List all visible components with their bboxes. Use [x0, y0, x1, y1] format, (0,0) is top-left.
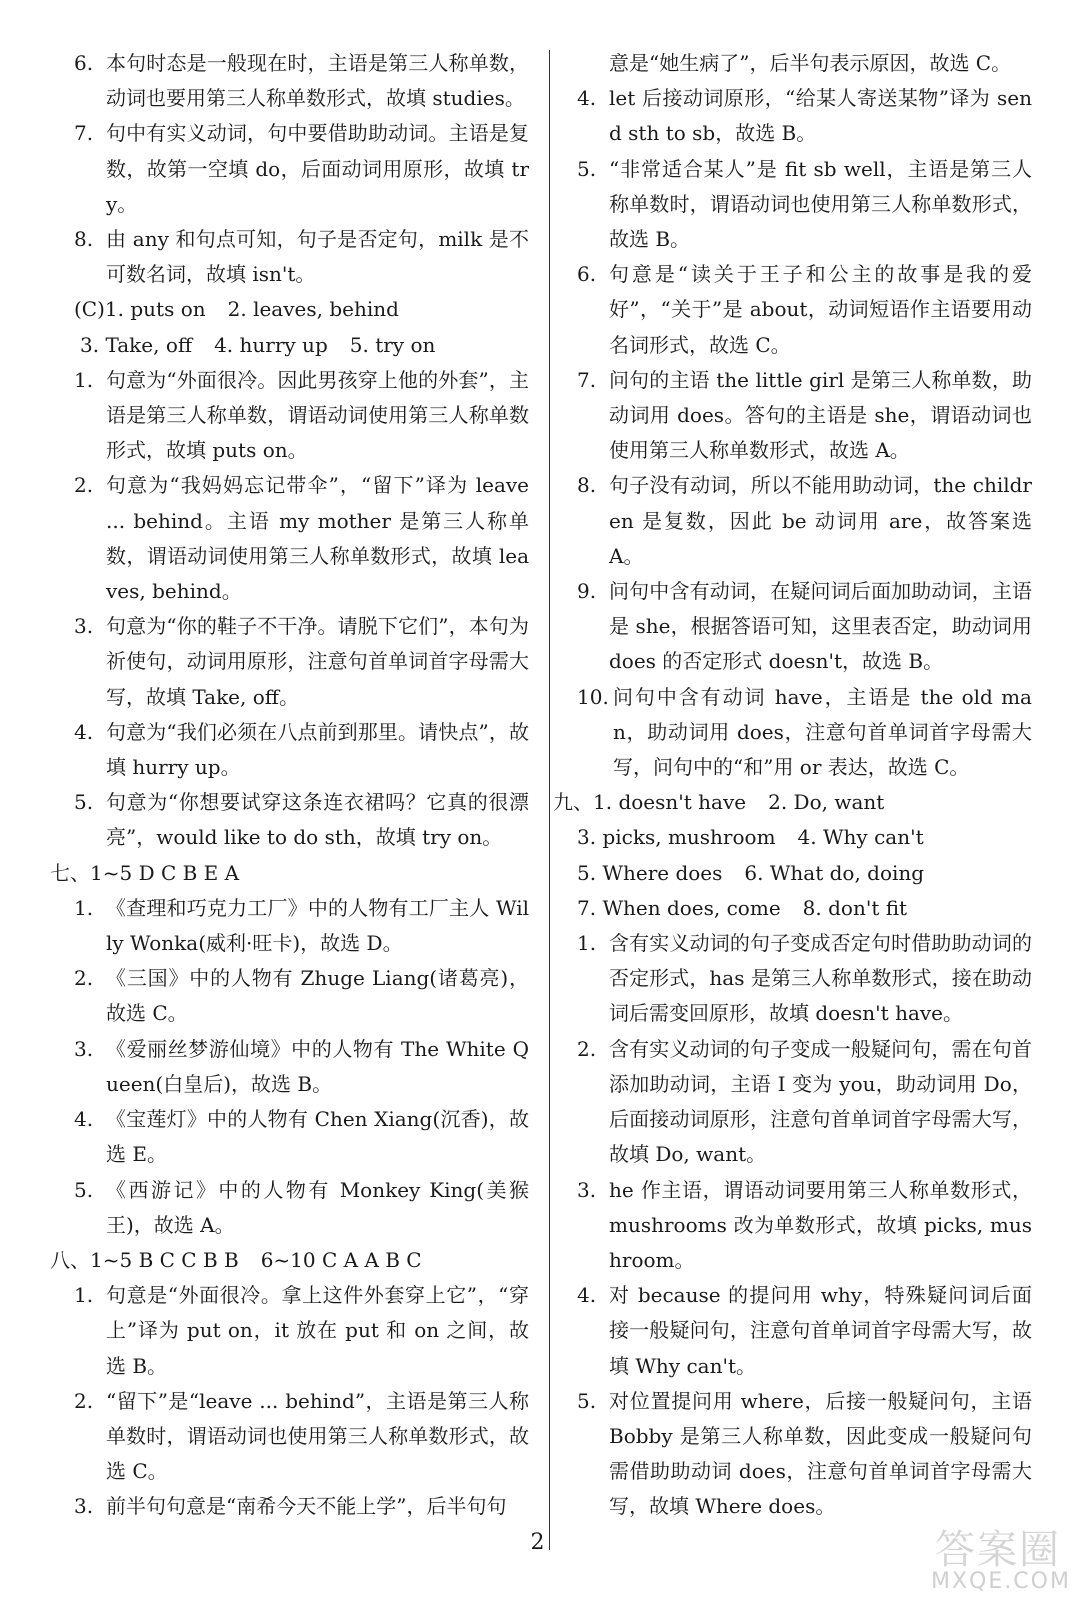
answer-item: 9. 问句中含有动词，在疑问词后面加助动词，主语是 she，根据答语可知，这里表否定，助动词用 does 的否定形式 doesn't，故选 B。	[577, 579, 1032, 674]
answer-text: 句意为“我们必须在八点前到那里。请快点”，故填 hurry up。	[106, 719, 529, 780]
answer-item-continued	[577, 46, 1032, 81]
answer-text: 《西游记》中的人物有 Monkey King(美猴王)，故选 A。	[106, 1177, 529, 1237]
answer-text: 对位置提问用 where，后接一般疑问句，主语 Bobby 是第三人称单数，因此变成一般疑问句需借助助动词 does，注意句首单词首字母需大写，故填 Where does。	[609, 1388, 1032, 1519]
answer-key-line: (C)1. puts on 2. leaves, behind	[74, 297, 399, 322]
answer-item: 2. 句意为“我妈妈忘记带伞”，“留下”译为 leave ... behind。主语 my mother 是第三人称单数，谓语动词使用第三人称单数形式，故填 leaves, behind。	[74, 473, 529, 604]
answer-item: 3. 《爱丽丝梦游仙境》中的人物有 The White Queen(白皇后)，故选 B。	[74, 1036, 529, 1096]
answer-text: 意是“她生病了”，后半句表示原因，故选 C。	[609, 51, 1012, 75]
answer-item: 2. 《三国》中的人物有 Zhuge Liang(诸葛亮)，故选 C。	[74, 966, 529, 1026]
answer-item: 4. 《宝莲灯》中的人物有 Chen Xiang(沉香)，故选 E。	[74, 1107, 529, 1167]
answer-key-line: 3. Take, off 4. hurry up 5. try on	[80, 332, 436, 357]
answer-item: 8. 由 any 和句点可知，句子是否定句，milk 是不可数名词，故填 isn't。	[74, 227, 529, 287]
answer-item: 4. 对 because 的提问用 why，特殊疑问词后面接一般疑问句，注意句首单词首字母需大写，故填 Why can't。	[577, 1283, 1032, 1378]
answer-key-line: 5. Where does 6. What do, doing	[577, 860, 925, 885]
section-heading-8: 八、1~5 B C C B B 6~10 C A A B C	[50, 1247, 422, 1272]
answer-item: 3. 句意为“你的鞋子不干净。请脱下它们”，本句为祈使句，动词用原形，注意句首单词首字母需大写，故填 Take, off。	[74, 614, 529, 709]
answer-item: 8. 句子没有动词，所以不能用助动词，the children 是复数，因此 be 动词用 are，故答案选 A。	[577, 473, 1032, 568]
answer-text: he 作主语，谓语动词要用第三人称单数形式，mushrooms 改为单数形式，故填 picks, mushroom。	[609, 1177, 1032, 1272]
answer-key-line: 3. picks, mushroom 4. Why can't	[577, 825, 924, 850]
answer-text: 问句中含有动词，在疑问词后面加助动词，主语是 she，根据答语可知，这里表否定，助动词用 does 的否定形式 doesn't，故选 B。	[609, 579, 1032, 674]
column-divider	[549, 50, 550, 1550]
answer-text: 句意是“外面很冷。拿上这件外套穿上它”，“穿上”译为 put on，it 放在 put 和 on 之间，故选 B。	[106, 1283, 529, 1378]
answer-item: 3. he 作主语，谓语动词要用第三人称单数形式，mushrooms 改为单数形式，故填 picks, mushroom。	[577, 1177, 1032, 1272]
answer-text: 对 because 的提问用 why，特殊疑问词后面接一般疑问句，注意句首单词首字母需大写，故填 Why can't。	[609, 1283, 1032, 1378]
answer-item: 5. 《西游记》中的人物有 Monkey King(美猴王)，故选 A。	[74, 1177, 529, 1237]
answer-text: 含有实义动词的句子变成否定句时借助助动词的否定形式，has 是第三人称单数形式，接在助动词后需变回原形，故填 doesn't have。	[609, 931, 1032, 1026]
answer-text: 含有实义动词的句子变成一般疑问句，需在句首添加助动词，主语 I 变为 you，助动词用 Do，后面接动词原形，注意句首单词首字母需大写，故填 Do, want。	[609, 1036, 1032, 1167]
answer-item: 10. 问句中含有动词 have，主语是 the old man，助动词用 does，注意句首单词首字母需大写，问句中的“和”用 or 表达，故选 C。	[577, 684, 1032, 780]
answer-item: 6. 本句时态是一般现在时，主语是第三人称单数，动词也要用第三人称单数形式，故填 studies。	[74, 51, 529, 111]
answer-item: 5. 对位置提问用 where，后接一般疑问句，主语 Bobby 是第三人称单数，因此变成一般疑问句需借助助动词 does，注意句首单词首字母需大写，故填 Where does。	[577, 1388, 1032, 1519]
answer-item: 2. “留下”是“leave ... behind”，主语是第三人称单数时，谓语动词也使用第三人称单数形式，故选 C。	[74, 1388, 529, 1484]
watermark-logo	[931, 1527, 1071, 1594]
answer-text: 前半句句意是“南希今天不能上学”，后半句句	[106, 1494, 507, 1519]
answer-text: “留下”是“leave ... behind”，主语是第三人称单数时，谓语动词也使用第三人称单数形式，故选 C。	[106, 1388, 529, 1484]
section-heading-7: 七、1~5 D C B E A	[50, 860, 240, 885]
answer-item: 4. let 后接动词原形，“给某人寄送某物”译为 send sth to sb，故选 B。	[577, 86, 1032, 146]
answer-item: 6. 句意是“读关于王子和公主的故事是我的爱好”，“关于”是 about，动词短语作主语要用动名词形式，故选 C。	[577, 262, 1032, 357]
answer-text: 句意为“你的鞋子不干净。请脱下它们”，本句为祈使句，动词用原形，注意句首单词首字母需大写，故填 Take, off。	[106, 614, 529, 709]
answer-text: 句意为“我妈妈忘记带伞”，“留下”译为 leave ... behind。主语 my mother 是第三人称单数，谓语动词使用第三人称单数形式，故填 leaves, behind。	[106, 473, 529, 604]
answer-text: 《三国》中的人物有 Zhuge Liang(诸葛亮)，故选 C。	[106, 966, 529, 1026]
answer-item: 7. 句中有实义动词，句中要借助助动词。主语是复数，故第一空填 do，后面动词用原形，故填 try。	[74, 121, 529, 216]
answer-item: 7. 问句的主语 the little girl 是第三人称单数，助动词用 does。答句的主语是 she，谓语动词也使用第三人称单数形式，故选 A。	[577, 367, 1032, 463]
answer-text: “非常适合某人”是 fit sb well，主语是第三人称单数时，谓语动词也使用第三人称单数形式，故选 B。	[609, 156, 1032, 252]
page-number: 2	[530, 1530, 545, 1555]
answer-key-line: 7. When does, come 8. don't fit	[577, 895, 908, 920]
answer-item: 5. 句意为“你想要试穿这条连衣裙吗？它真的很漂亮”，would like to do sth，故填 try on。	[74, 790, 529, 850]
watermark-url: MXQE.COM	[931, 1569, 1071, 1594]
answer-text: 《宝莲灯》中的人物有 Chen Xiang(沉香)，故选 E。	[106, 1107, 529, 1167]
answer-text: let 后接动词原形，“给某人寄送某物”译为 send sth to sb，故选 B。	[609, 86, 1032, 146]
answer-item: 3. 前半句句意是“南希今天不能上学”，后半句句	[74, 1494, 507, 1519]
answer-text: 本句时态是一般现在时，主语是第三人称单数，动词也要用第三人称单数形式，故填 studies。	[106, 51, 529, 111]
section-heading-9: 九、1. doesn't have 2. Do, want	[553, 790, 885, 815]
answer-item: 1. 句意是“外面很冷。拿上这件外套穿上它”，“穿上”译为 put on，it 放在 put 和 on 之间，故选 B。	[74, 1283, 529, 1378]
answer-text: 《爱丽丝梦游仙境》中的人物有 The White Queen(白皇后)，故选 B。	[106, 1036, 529, 1096]
answer-text: 句中有实义动词，句中要借助助动词。主语是复数，故第一空填 do，后面动词用原形，故填 try。	[106, 121, 529, 216]
answer-item: 1. 含有实义动词的句子变成否定句时借助助动词的否定形式，has 是第三人称单数形式，接在助动词后需变回原形，故填 doesn't have。	[577, 931, 1032, 1026]
answer-text: 问句的主语 the little girl 是第三人称单数，助动词用 does。答句的主语是 she，谓语动词也使用第三人称单数形式，故选 A。	[609, 367, 1032, 463]
answer-text: 句意为“外面很冷。因此男孩穿上他的外套”，主语是第三人称单数，谓语动词使用第三人称单数形式，故填 puts on。	[106, 367, 529, 463]
answer-item: 2. 含有实义动词的句子变成一般疑问句，需在句首添加助动词，主语 I 变为 you，助动词用 Do，后面接动词原形，注意句首单词首字母需大写，故填 Do, want。	[577, 1036, 1032, 1167]
answer-item: 1. 句意为“外面很冷。因此男孩穿上他的外套”，主语是第三人称单数，谓语动词使用第三人称单数形式，故填 puts on。	[74, 367, 529, 463]
answer-item: 5. “非常适合某人”是 fit sb well，主语是第三人称单数时，谓语动词也使用第三人称单数形式，故选 B。	[577, 156, 1032, 252]
answer-text: 问句中含有动词 have，主语是 the old man，助动词用 does，注意句首单词首字母需大写，问句中的“和”用 or 表达，故选 C。	[613, 684, 1032, 780]
answer-text: 句意是“读关于王子和公主的故事是我的爱好”，“关于”是 about，动词短语作主语要用动名词形式，故选 C。	[609, 262, 1032, 357]
answer-text: 句意为“你想要试穿这条连衣裙吗？它真的很漂亮”，would like to do sth，故填 try on。	[106, 790, 529, 850]
answer-item: 1. 《查理和巧克力工厂》中的人物有工厂主人 Willy Wonka(威利·旺卡)，故选 D。	[74, 895, 529, 956]
right-column	[553, 46, 1032, 1525]
watermark-logo-text: 答案圈	[935, 1527, 1061, 1573]
answer-text: 由 any 和句点可知，句子是否定句，milk 是不可数名词，故填 isn't。	[106, 227, 529, 287]
answer-text: 句子没有动词，所以不能用助动词，the children 是复数，因此 be 动词用 are，故答案选 A。	[609, 473, 1032, 568]
left-column	[50, 46, 529, 1525]
answer-text: 《查理和巧克力工厂》中的人物有工厂主人 Willy Wonka(威利·旺卡)，故选 D。	[106, 895, 529, 956]
answer-item: 4. 句意为“我们必须在八点前到那里。请快点”，故填 hurry up。	[74, 719, 529, 780]
